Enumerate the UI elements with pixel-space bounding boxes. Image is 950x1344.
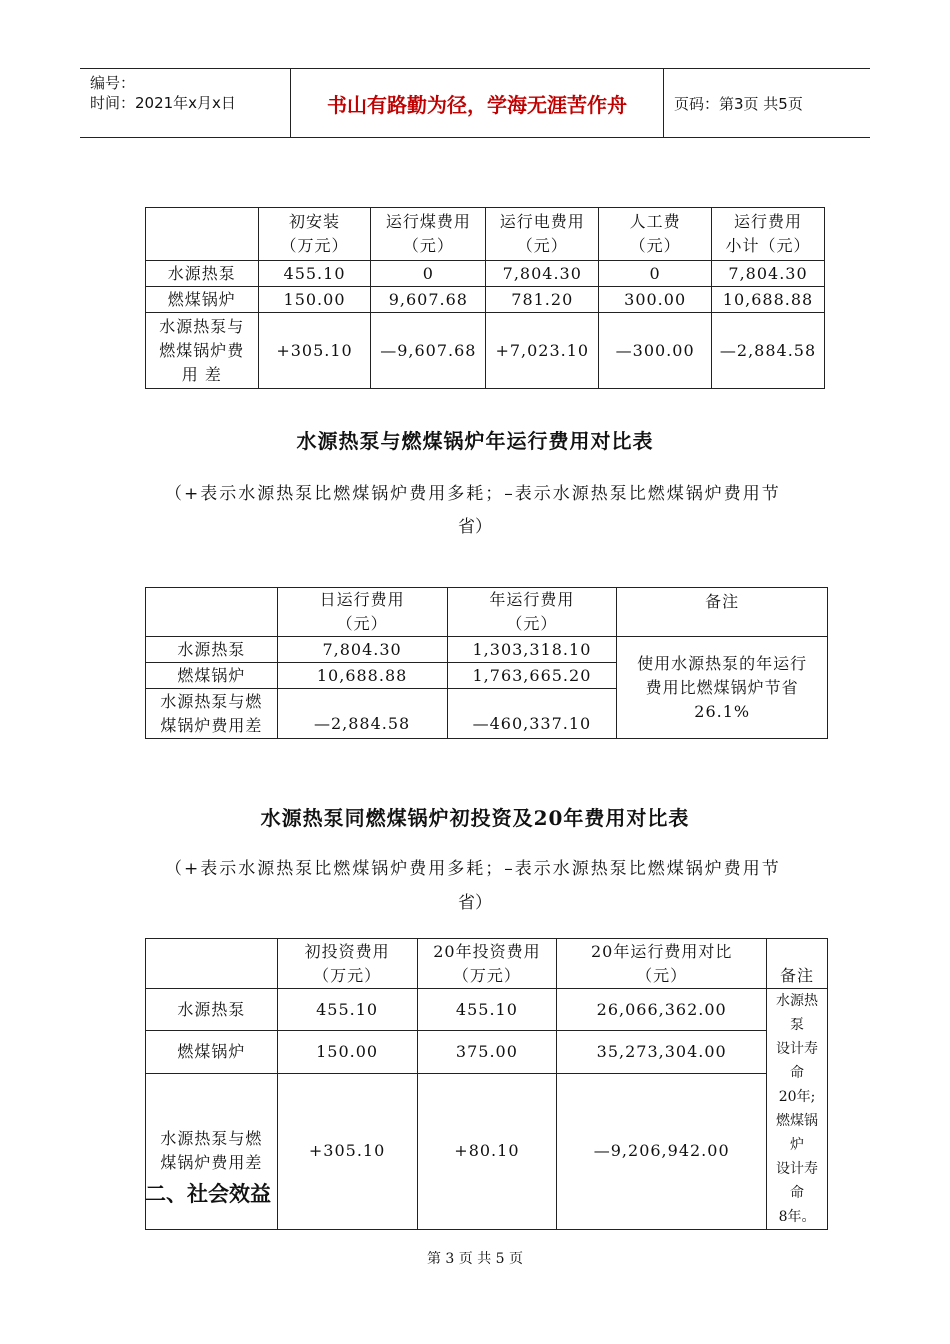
table-cell: —9,607.68 (371, 313, 486, 389)
table-row (146, 287, 825, 313)
table-header-cell: 初投资费用 （万元） (277, 939, 417, 989)
table-header-cell: 备注 (617, 588, 828, 637)
table-cell: 7,804.30 (486, 261, 599, 287)
header-page-label: 页码：第3页 共5页 (674, 94, 803, 113)
table-cell: 455.10 (258, 261, 371, 287)
social-benefit-heading: 二、社会效益 (145, 1181, 271, 1206)
table-cell: 35,273,304.00 (557, 1031, 767, 1073)
table-cell: 7,804.30 (712, 261, 825, 287)
row-label-cell: 燃煤锅炉 (146, 1031, 278, 1073)
twenty-year-cost-table-title: 水源热泵同燃煤锅炉初投资及20年费用对比表 (260, 806, 690, 830)
table-cell: +7,023.10 (486, 313, 599, 389)
header-meta (80, 69, 290, 137)
row-label-cell: 水源热泵 (146, 261, 259, 287)
table-cell: +305.10 (258, 313, 371, 389)
table-cell: —300.00 (599, 313, 712, 389)
table-cell: 455.10 (417, 989, 557, 1031)
table-cell: 0 (371, 261, 486, 287)
twenty-year-cost-table-note: （+表示水源热泵比燃煤锅炉费用多耗；–表示水源热泵比燃煤锅炉费用节 (165, 859, 781, 879)
table-cell: 0 (599, 261, 712, 287)
table-cell: —460,337.10 (447, 689, 617, 739)
table-header-cell: 运行费用 小计（元） (712, 208, 825, 261)
row-label-cell: 燃煤锅炉 (146, 287, 259, 313)
table-header-row (146, 208, 825, 261)
row-label-cell: 水源热泵与燃 煤锅炉费用差 (146, 1073, 278, 1229)
table-header-cell: 年运行费用 （元） (447, 588, 617, 637)
row-label-cell: 水源热泵与燃 煤锅炉费用差 (146, 689, 278, 739)
table-cell: —2,884.58 (277, 689, 447, 739)
document-number-label: 编号： (90, 74, 136, 92)
twenty-year-cost-table-note-cont: 省） (458, 893, 492, 913)
table-cell: 7,804.30 (277, 637, 447, 663)
remark-cell: 水源热泵 设计寿命 20年; 燃煤锅炉 设计寿命 8年。 (767, 989, 828, 1230)
table-cell: 150.00 (277, 1031, 417, 1073)
table-header-row (146, 588, 828, 637)
table-row (146, 1031, 828, 1073)
table-header-cell (146, 208, 259, 261)
table-cell: —9,206,942.00 (557, 1073, 767, 1229)
annual-cost-table-title: 水源热泵与燃煤锅炉年运行费用对比表 (296, 429, 654, 453)
table-cell: 1,303,318.10 (447, 637, 617, 663)
table-cell: 26,066,362.00 (557, 989, 767, 1031)
page-header (80, 68, 870, 138)
table-header-cell: 20年运行费用对比 （元） (557, 939, 767, 989)
table-row (146, 637, 828, 663)
table-cell: 9,607.68 (371, 287, 486, 313)
table-cell: 455.10 (277, 989, 417, 1031)
document-time-label: 时间：2021年x月x日 (90, 94, 236, 112)
table-row (146, 989, 828, 1031)
table-cell: 150.00 (258, 287, 371, 313)
annual-cost-table-note-cont: 省） (458, 517, 492, 537)
row-label-cell: 燃煤锅炉 (146, 663, 278, 689)
header-motto: 书山有路勤为径，学海无涯苦作舟 (290, 69, 664, 137)
remark-cell: 使用水源热泵的年运行 费用比燃煤锅炉节省 26.1% (617, 637, 828, 739)
table-cell: —2,884.58 (712, 313, 825, 389)
table-cell: +80.10 (417, 1073, 557, 1229)
table-header-cell: 备注 (767, 939, 828, 989)
page-footer: 第 3 页 共 5 页 (426, 1251, 524, 1267)
table-cell: 781.20 (486, 287, 599, 313)
annual-cost-comparison-table (145, 587, 828, 739)
row-label-cell: 水源热泵 (146, 637, 278, 663)
table-cell: 10,688.88 (712, 287, 825, 313)
table-header-cell: 初安装 （万元） (258, 208, 371, 261)
table-cell: 300.00 (599, 287, 712, 313)
table-header-cell (146, 939, 278, 989)
table-header-cell: 运行电费用 （元） (486, 208, 599, 261)
table-row (146, 313, 825, 389)
table-cell: +305.10 (277, 1073, 417, 1229)
table-header-cell: 人工费 （元） (599, 208, 712, 261)
table-cell: 1,763,665.20 (447, 663, 617, 689)
table-header-cell: 20年投资费用 （万元） (417, 939, 557, 989)
operating-cost-breakdown-table (145, 207, 825, 389)
table-header-row (146, 939, 828, 989)
table-cell: 10,688.88 (277, 663, 447, 689)
row-label-cell: 水源热泵与 燃煤锅炉费 用 差 (146, 313, 259, 389)
annual-cost-table-note: （+表示水源热泵比燃煤锅炉费用多耗；–表示水源热泵比燃煤锅炉费用节 (165, 484, 781, 504)
table-header-cell: 运行煤费用 （元） (371, 208, 486, 261)
table-header-cell (146, 588, 278, 637)
table-header-cell: 日运行费用 （元） (277, 588, 447, 637)
table-cell: 375.00 (417, 1031, 557, 1073)
row-label-cell: 水源热泵 (146, 989, 278, 1031)
table-row (146, 261, 825, 287)
